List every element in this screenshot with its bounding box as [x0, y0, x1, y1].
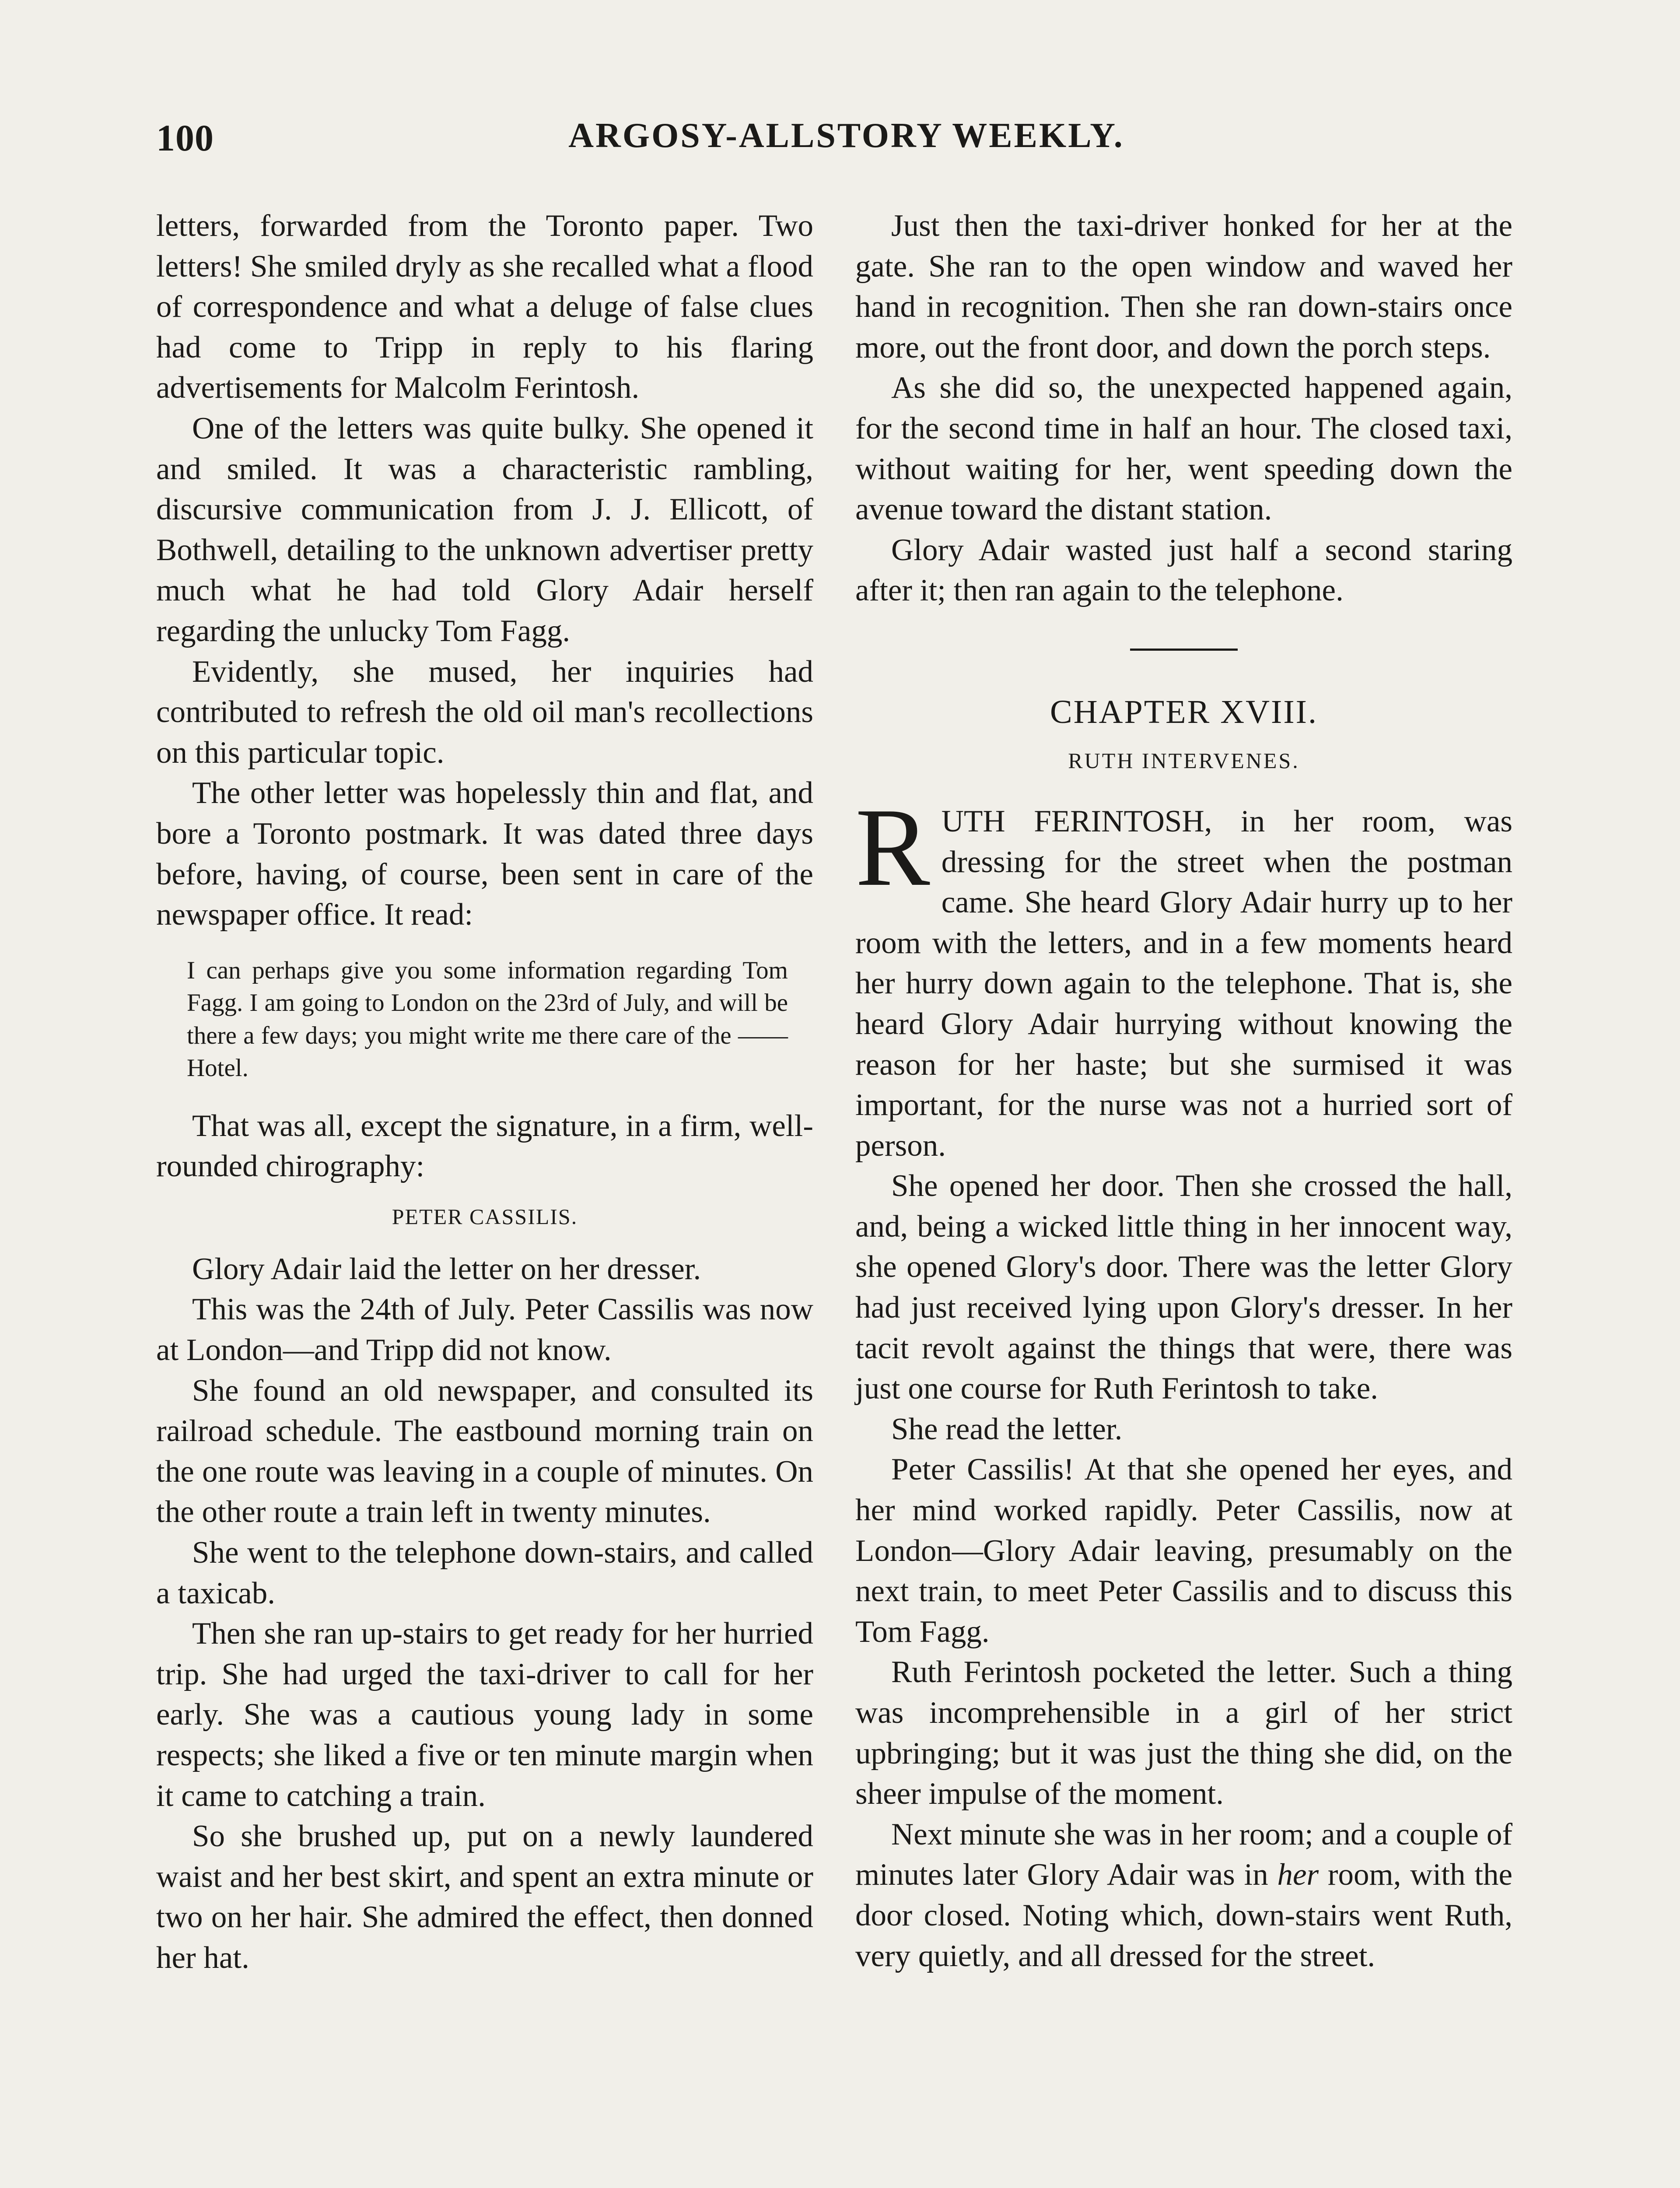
- final-paragraph: [855, 1814, 1512, 1976]
- page-number: 100: [156, 117, 214, 159]
- paragraph: She read the letter.: [891, 1412, 1123, 1446]
- letter-text: I can perhaps give you some information regarding Tom Fagg. I am going to London on the 23rd of July, and will be there a few days; you might write me there care of the —— Hotel.: [187, 956, 788, 1082]
- chapter-title: CHAPTER XVIII.: [1050, 693, 1318, 730]
- chapter-subtitle: RUTH INTERVENES.: [1068, 748, 1300, 773]
- paragraph: Then she ran up-stairs to get ready for her hurried trip. She had urged the taxi-driver to call for her early. She was a cautious young lady in some respects; she liked a five or ten minute margin when it came to catching a train.: [156, 1616, 813, 1813]
- paragraph: The other letter was hopelessly thin and flat, and bore a Toronto postmark. It was dated three days before, having, of course, been sent in care of the newspaper office. It read:: [156, 776, 813, 932]
- page-header: [156, 116, 1536, 173]
- paragraph: She opened her door. Then she crossed the hall, and, being a wicked little thing in her innocent way, she opened Glory's door. There was the letter Glory had just received lying upon Glory's dresser. In her tacit revolt against the things that were, there was just one course for Ruth Ferintosh to take.: [855, 1169, 1512, 1406]
- paragraph: So she brushed up, put on a newly laundered waist and her best skirt, and spent an extra minute or two on her hair. She admired the effect, then donned her hat.: [156, 1819, 813, 1975]
- paragraph: One of the letters was quite bulky. She opened it and smiled. It was a characteristic rambling, discursive communication from J. J. Ellicott, of Bothwell, detailing to the unknown advertiser pretty much what he had told Glory Adair herself regarding the unlucky Tom Fagg.: [156, 411, 813, 648]
- left-column: [156, 206, 813, 1978]
- paragraph: Glory Adair wasted just half a second staring after it; then ran again to the telephone.: [855, 533, 1512, 608]
- letter-signature: PETER CASSILIS.: [392, 1204, 578, 1229]
- opening-paragraph: [855, 785, 1512, 1166]
- right-column: [855, 206, 1512, 1976]
- opening-paragraph-text: UTH FERINTOSH, in her room, was dressing for the street when the postman came. She heard Glory Adair hurry up to her room with the letters, and in a few moments heard her hurry down again to the telephone. That is, she heard Glory Adair hurrying without knowing the reason for her haste; but she surmised it was important, for the nurse was not a hurried sort of person.: [855, 804, 1512, 1163]
- paragraph: That was all, except the signature, in a firm, well-rounded chirography:: [156, 1108, 813, 1184]
- quoted-letter: [187, 954, 788, 1085]
- paragraph: Glory Adair laid the letter on her dresser.: [192, 1252, 701, 1286]
- section-divider: [1130, 649, 1238, 651]
- drop-cap: R: [855, 785, 930, 909]
- final-paragraph-end: room, with the door closed. Noting which, down-stairs went Ruth, very quietly, and all dressed for the street.: [855, 1858, 1512, 1973]
- paragraph: Peter Cassilis! At that she opened her eyes, and her mind worked rapidly. Peter Cassilis, now at London—Glory Adair leaving, presumably on the next train, to meet Peter Cassilis and to discuss this Tom Fagg.: [855, 1452, 1512, 1649]
- paragraph: As she did so, the unexpected happened again, for the second time in half an hour. The closed taxi, without waiting for her, went speeding down the avenue toward the distant station.: [855, 371, 1512, 527]
- paragraph: letters, forwarded from the Toronto paper. Two letters! She smiled dryly as she recalled what a flood of correspondence and what a deluge of false clues had come to Tripp in reply to his flaring advertisements for Malcolm Ferintosh.: [156, 209, 813, 405]
- final-paragraph-italic: her: [1277, 1858, 1319, 1892]
- paragraph: She found an old newspaper, and consulted its railroad schedule. The eastbound morning train on the one route was leaving in a couple of minutes. On the other route a train left in twenty minutes.: [156, 1373, 813, 1529]
- paragraph: Ruth Ferintosh pocketed the letter. Such a thing was incomprehensible in a girl of her strict upbringing; but it was just the thing she did, on the sheer impulse of the moment.: [855, 1655, 1512, 1811]
- paragraph: Just then the taxi-driver honked for her at the gate. She ran to the open window and waved her hand in recognition. Then she ran down-stairs once more, out the front door, and down the porch steps.: [855, 209, 1512, 365]
- paragraph: She went to the telephone down-stairs, and called a taxicab.: [156, 1536, 813, 1610]
- final-paragraph-start: Next minute she was in her room; and a couple of minutes later Glory Adair was in: [855, 1817, 1512, 1892]
- paragraph: This was the 24th of July. Peter Cassilis was now at London—and Tripp did not know.: [156, 1292, 813, 1368]
- paragraph: Evidently, she mused, her inquiries had contributed to refresh the old oil man's recollections on this particular topic.: [156, 654, 813, 770]
- running-head: ARGOSY-ALLSTORY WEEKLY.: [568, 116, 1124, 155]
